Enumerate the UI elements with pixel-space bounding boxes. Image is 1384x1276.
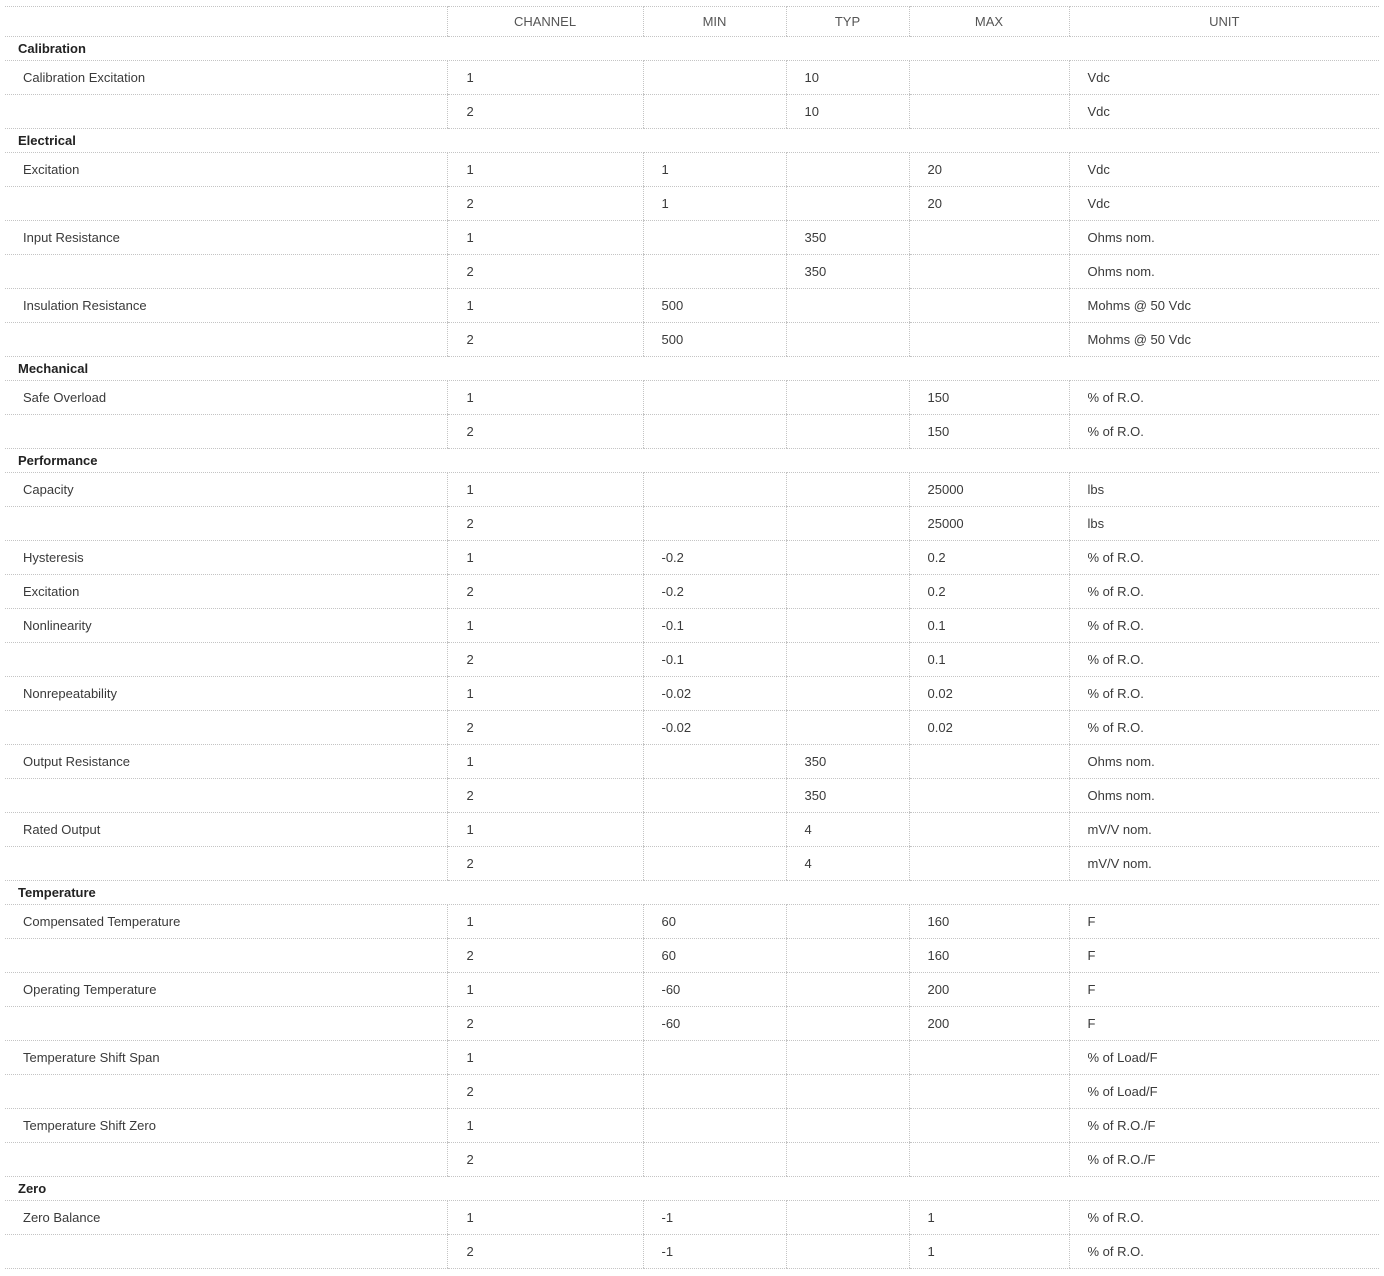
- cell-unit: % of Load/F: [1069, 1041, 1379, 1075]
- cell-typ: [786, 609, 909, 643]
- cell-channel: 2: [447, 415, 643, 449]
- cell-channel: 1: [447, 813, 643, 847]
- cell-typ: [786, 1007, 909, 1041]
- cell-min: [643, 507, 786, 541]
- cell-typ: [786, 289, 909, 323]
- cell-typ: [786, 323, 909, 357]
- cell-parameter: Nonrepeatability: [5, 677, 447, 711]
- cell-min: -60: [643, 1007, 786, 1041]
- cell-max: 0.2: [909, 575, 1069, 609]
- cell-min: -0.1: [643, 643, 786, 677]
- cell-unit: Ohms nom.: [1069, 221, 1379, 255]
- cell-typ: [786, 473, 909, 507]
- cell-parameter: [5, 643, 447, 677]
- cell-max: 20: [909, 153, 1069, 187]
- cell-parameter: [5, 779, 447, 813]
- cell-typ: [786, 153, 909, 187]
- cell-max: 25000: [909, 473, 1069, 507]
- cell-unit: % of R.O.: [1069, 381, 1379, 415]
- cell-channel: 1: [447, 289, 643, 323]
- group-row: [5, 129, 1379, 153]
- group-row: [5, 449, 1379, 473]
- cell-typ: [786, 1041, 909, 1075]
- cell-typ: [786, 575, 909, 609]
- cell-parameter: Compensated Temperature: [5, 905, 447, 939]
- cell-unit: mV/V nom.: [1069, 847, 1379, 881]
- cell-unit: % of R.O.: [1069, 541, 1379, 575]
- cell-typ: [786, 541, 909, 575]
- table-row: [5, 153, 1379, 187]
- cell-parameter: Operating Temperature: [5, 973, 447, 1007]
- column-header-typ: TYP: [786, 7, 909, 37]
- table-row: [5, 289, 1379, 323]
- table-row: [5, 61, 1379, 95]
- table-row: [5, 847, 1379, 881]
- cell-min: -0.2: [643, 541, 786, 575]
- cell-min: -0.02: [643, 677, 786, 711]
- cell-max: 150: [909, 415, 1069, 449]
- cell-parameter: [5, 507, 447, 541]
- cell-min: [643, 1041, 786, 1075]
- cell-channel: 2: [447, 779, 643, 813]
- table-row: [5, 643, 1379, 677]
- cell-unit: Vdc: [1069, 187, 1379, 221]
- cell-min: [643, 1143, 786, 1177]
- cell-channel: 2: [447, 711, 643, 745]
- cell-unit: F: [1069, 905, 1379, 939]
- cell-parameter: [5, 187, 447, 221]
- cell-unit: Vdc: [1069, 61, 1379, 95]
- cell-parameter: Temperature Shift Zero: [5, 1109, 447, 1143]
- table-row: [5, 473, 1379, 507]
- cell-channel: 2: [447, 1007, 643, 1041]
- table-row: [5, 1075, 1379, 1109]
- cell-max: 20: [909, 187, 1069, 221]
- cell-typ: [786, 939, 909, 973]
- cell-min: -0.1: [643, 609, 786, 643]
- cell-channel: 1: [447, 221, 643, 255]
- cell-parameter: Excitation: [5, 153, 447, 187]
- cell-parameter: Calibration Excitation: [5, 61, 447, 95]
- cell-channel: 2: [447, 1143, 643, 1177]
- cell-min: 1: [643, 153, 786, 187]
- table-row: [5, 1007, 1379, 1041]
- cell-max: [909, 1109, 1069, 1143]
- cell-channel: 2: [447, 847, 643, 881]
- cell-parameter: Insulation Resistance: [5, 289, 447, 323]
- cell-channel: 2: [447, 507, 643, 541]
- cell-typ: [786, 1075, 909, 1109]
- cell-channel: 1: [447, 541, 643, 575]
- cell-typ: [786, 381, 909, 415]
- cell-parameter: Nonlinearity: [5, 609, 447, 643]
- cell-parameter: [5, 1007, 447, 1041]
- cell-min: -1: [643, 1235, 786, 1269]
- cell-unit: lbs: [1069, 473, 1379, 507]
- table-row: [5, 541, 1379, 575]
- cell-max: 160: [909, 939, 1069, 973]
- cell-parameter: [5, 1235, 447, 1269]
- table-row: [5, 905, 1379, 939]
- cell-unit: Mohms @ 50 Vdc: [1069, 289, 1379, 323]
- cell-parameter: Capacity: [5, 473, 447, 507]
- column-header-unit: UNIT: [1069, 7, 1379, 37]
- cell-min: [643, 95, 786, 129]
- group-heading: Calibration: [5, 37, 1379, 61]
- cell-parameter: [5, 1075, 447, 1109]
- cell-channel: 2: [447, 255, 643, 289]
- cell-channel: 1: [447, 61, 643, 95]
- cell-channel: 2: [447, 95, 643, 129]
- cell-unit: mV/V nom.: [1069, 813, 1379, 847]
- cell-typ: 350: [786, 255, 909, 289]
- cell-max: [909, 1041, 1069, 1075]
- cell-min: [643, 847, 786, 881]
- cell-max: [909, 255, 1069, 289]
- cell-min: [643, 745, 786, 779]
- table-row: [5, 609, 1379, 643]
- cell-max: [909, 847, 1069, 881]
- cell-min: [643, 255, 786, 289]
- cell-channel: 1: [447, 1201, 643, 1235]
- cell-parameter: Temperature Shift Span: [5, 1041, 447, 1075]
- cell-channel: 1: [447, 153, 643, 187]
- cell-typ: 350: [786, 745, 909, 779]
- group-heading: Performance: [5, 449, 1379, 473]
- cell-max: [909, 289, 1069, 323]
- cell-max: 200: [909, 1007, 1069, 1041]
- cell-min: [643, 381, 786, 415]
- cell-typ: 350: [786, 779, 909, 813]
- cell-min: [643, 813, 786, 847]
- cell-parameter: [5, 95, 447, 129]
- table-row: [5, 323, 1379, 357]
- cell-max: [909, 779, 1069, 813]
- table-row: [5, 1041, 1379, 1075]
- cell-channel: 1: [447, 381, 643, 415]
- cell-max: 160: [909, 905, 1069, 939]
- table-row: [5, 973, 1379, 1007]
- cell-channel: 1: [447, 677, 643, 711]
- cell-parameter: [5, 847, 447, 881]
- cell-parameter: Excitation: [5, 575, 447, 609]
- cell-typ: [786, 973, 909, 1007]
- table-row: [5, 813, 1379, 847]
- cell-min: -1: [643, 1201, 786, 1235]
- table-row: [5, 1143, 1379, 1177]
- cell-min: 1: [643, 187, 786, 221]
- cell-parameter: Zero Balance: [5, 1201, 447, 1235]
- cell-parameter: [5, 939, 447, 973]
- cell-parameter: Hysteresis: [5, 541, 447, 575]
- cell-channel: 2: [447, 1075, 643, 1109]
- cell-max: [909, 813, 1069, 847]
- cell-unit: % of R.O./F: [1069, 1143, 1379, 1177]
- cell-min: -0.2: [643, 575, 786, 609]
- cell-channel: 1: [447, 905, 643, 939]
- cell-min: [643, 779, 786, 813]
- cell-min: -60: [643, 973, 786, 1007]
- cell-min: 60: [643, 905, 786, 939]
- cell-typ: [786, 415, 909, 449]
- cell-typ: [786, 1201, 909, 1235]
- cell-unit: F: [1069, 939, 1379, 973]
- cell-min: 500: [643, 323, 786, 357]
- table-row: [5, 1201, 1379, 1235]
- group-row: [5, 1177, 1379, 1201]
- column-header-channel: CHANNEL: [447, 7, 643, 37]
- cell-unit: lbs: [1069, 507, 1379, 541]
- cell-typ: [786, 677, 909, 711]
- cell-channel: 1: [447, 973, 643, 1007]
- cell-typ: [786, 187, 909, 221]
- table-body: [5, 37, 1379, 1269]
- cell-typ: [786, 711, 909, 745]
- table-row: [5, 415, 1379, 449]
- cell-max: 0.1: [909, 643, 1069, 677]
- cell-channel: 2: [447, 939, 643, 973]
- cell-typ: 350: [786, 221, 909, 255]
- table-header-row: [5, 7, 1379, 37]
- group-heading: Temperature: [5, 881, 1379, 905]
- cell-min: 500: [643, 289, 786, 323]
- cell-unit: % of R.O.: [1069, 643, 1379, 677]
- cell-typ: 10: [786, 95, 909, 129]
- cell-typ: [786, 1143, 909, 1177]
- cell-max: [909, 95, 1069, 129]
- cell-parameter: [5, 1143, 447, 1177]
- cell-typ: [786, 643, 909, 677]
- cell-typ: [786, 905, 909, 939]
- cell-max: 0.02: [909, 677, 1069, 711]
- cell-channel: 2: [447, 1235, 643, 1269]
- cell-unit: F: [1069, 1007, 1379, 1041]
- group-heading: Electrical: [5, 129, 1379, 153]
- cell-min: [643, 61, 786, 95]
- group-heading: Zero: [5, 1177, 1379, 1201]
- cell-max: 1: [909, 1201, 1069, 1235]
- cell-unit: % of R.O.: [1069, 609, 1379, 643]
- cell-channel: 1: [447, 473, 643, 507]
- cell-unit: Ohms nom.: [1069, 745, 1379, 779]
- cell-parameter: Safe Overload: [5, 381, 447, 415]
- column-header-max: MAX: [909, 7, 1069, 37]
- cell-parameter: Input Resistance: [5, 221, 447, 255]
- column-header-parameter: [5, 7, 447, 37]
- cell-max: [909, 1143, 1069, 1177]
- cell-typ: [786, 1109, 909, 1143]
- table-row: [5, 1235, 1379, 1269]
- cell-typ: 4: [786, 813, 909, 847]
- cell-max: 200: [909, 973, 1069, 1007]
- cell-max: [909, 745, 1069, 779]
- cell-unit: % of R.O.: [1069, 575, 1379, 609]
- table-row: [5, 939, 1379, 973]
- cell-max: 0.1: [909, 609, 1069, 643]
- cell-unit: % of R.O.: [1069, 1201, 1379, 1235]
- cell-channel: 2: [447, 323, 643, 357]
- cell-parameter: [5, 255, 447, 289]
- cell-typ: [786, 507, 909, 541]
- cell-max: 150: [909, 381, 1069, 415]
- cell-min: 60: [643, 939, 786, 973]
- cell-unit: Vdc: [1069, 153, 1379, 187]
- table-row: [5, 779, 1379, 813]
- cell-unit: % of Load/F: [1069, 1075, 1379, 1109]
- cell-min: [643, 473, 786, 507]
- specifications-table: [5, 6, 1379, 1269]
- cell-parameter: Output Resistance: [5, 745, 447, 779]
- cell-unit: Ohms nom.: [1069, 779, 1379, 813]
- table-row: [5, 575, 1379, 609]
- table-row: [5, 381, 1379, 415]
- cell-unit: % of R.O.: [1069, 415, 1379, 449]
- cell-max: 1: [909, 1235, 1069, 1269]
- cell-channel: 1: [447, 1041, 643, 1075]
- cell-unit: F: [1069, 973, 1379, 1007]
- cell-max: [909, 323, 1069, 357]
- cell-channel: 1: [447, 609, 643, 643]
- column-header-min: MIN: [643, 7, 786, 37]
- cell-channel: 2: [447, 643, 643, 677]
- cell-parameter: [5, 711, 447, 745]
- cell-parameter: Rated Output: [5, 813, 447, 847]
- table-row: [5, 745, 1379, 779]
- cell-parameter: [5, 415, 447, 449]
- cell-min: [643, 415, 786, 449]
- cell-unit: Vdc: [1069, 95, 1379, 129]
- cell-unit: % of R.O./F: [1069, 1109, 1379, 1143]
- cell-max: [909, 221, 1069, 255]
- cell-min: [643, 1109, 786, 1143]
- cell-typ: 10: [786, 61, 909, 95]
- cell-channel: 1: [447, 1109, 643, 1143]
- cell-max: 25000: [909, 507, 1069, 541]
- cell-channel: 2: [447, 187, 643, 221]
- cell-channel: 1: [447, 745, 643, 779]
- cell-max: 0.2: [909, 541, 1069, 575]
- cell-typ: [786, 1235, 909, 1269]
- cell-parameter: [5, 323, 447, 357]
- cell-max: 0.02: [909, 711, 1069, 745]
- table-row: [5, 507, 1379, 541]
- table-row: [5, 1109, 1379, 1143]
- cell-unit: % of R.O.: [1069, 711, 1379, 745]
- cell-unit: % of R.O.: [1069, 1235, 1379, 1269]
- table-row: [5, 677, 1379, 711]
- table-row: [5, 187, 1379, 221]
- cell-unit: % of R.O.: [1069, 677, 1379, 711]
- cell-unit: Mohms @ 50 Vdc: [1069, 323, 1379, 357]
- cell-min: -0.02: [643, 711, 786, 745]
- group-row: [5, 881, 1379, 905]
- cell-channel: 2: [447, 575, 643, 609]
- cell-max: [909, 1075, 1069, 1109]
- group-row: [5, 37, 1379, 61]
- group-heading: Mechanical: [5, 357, 1379, 381]
- table-row: [5, 711, 1379, 745]
- cell-typ: 4: [786, 847, 909, 881]
- table-row: [5, 221, 1379, 255]
- cell-unit: Ohms nom.: [1069, 255, 1379, 289]
- cell-min: [643, 221, 786, 255]
- cell-max: [909, 61, 1069, 95]
- table-row: [5, 95, 1379, 129]
- cell-min: [643, 1075, 786, 1109]
- group-row: [5, 357, 1379, 381]
- table-row: [5, 255, 1379, 289]
